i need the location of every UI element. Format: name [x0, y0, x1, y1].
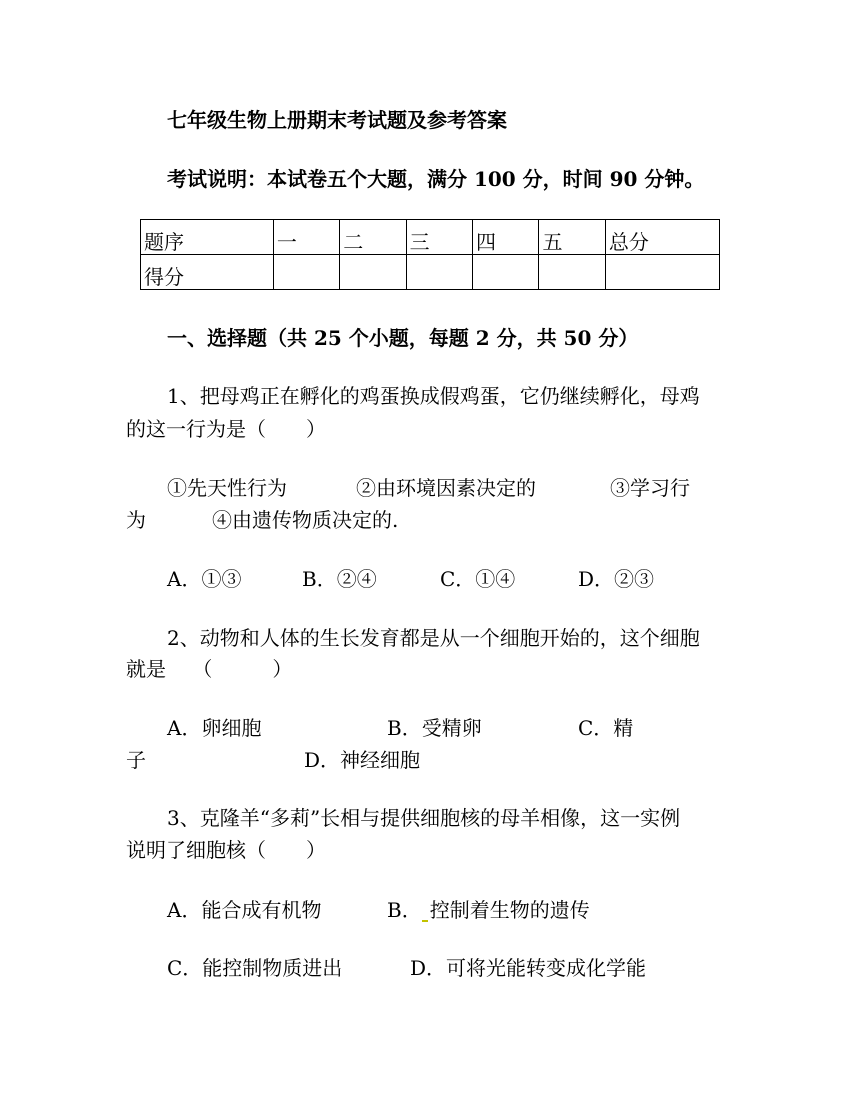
- score-table-score-row: [141, 255, 720, 290]
- question-3-stem-cont: 说明了细胞核（ ）: [126, 838, 326, 862]
- question-2-stem: 2、动物和人体的生长发育都是从一个细胞开始的，这个细胞: [167, 626, 700, 650]
- option-c: C．①④: [440, 567, 516, 591]
- option-d: D．②③: [578, 567, 655, 591]
- question-1-stem-cont: 的这一行为是（ ）: [126, 417, 326, 441]
- score-cell: [539, 255, 605, 290]
- statement: ④由遗传物质决定的.: [212, 508, 399, 532]
- option-a: A．①③: [167, 567, 242, 591]
- header-cell: 一: [273, 220, 339, 255]
- section-heading: 一、选择题（共 25 个小题，每题 2 分，共 50 分）: [167, 326, 639, 350]
- question-3-stem: 3、克隆羊“多莉”长相与提供细胞核的母羊相像，这一实例: [167, 806, 681, 830]
- statement: ②由环境因素决定的: [356, 476, 536, 500]
- statement-cont: 为: [126, 508, 146, 532]
- option-b: [387, 898, 590, 922]
- question-2-stem-cont: 就是 （ ）: [126, 657, 293, 681]
- option-c: C．精: [578, 716, 634, 740]
- header-cell: 三: [406, 220, 472, 255]
- header-cell: 题序: [141, 220, 274, 255]
- option-b: B．②④: [302, 567, 377, 591]
- statement: ①先天性行为: [167, 476, 287, 500]
- option-b-text: 控制着生物的遗传: [429, 898, 590, 922]
- option-c: C．能控制物质进出: [167, 956, 343, 980]
- score-cell: [473, 255, 539, 290]
- score-cell: [406, 255, 472, 290]
- header-cell: 四: [473, 220, 539, 255]
- document-title: 七年级生物上册期末考试题及参考答案: [167, 108, 507, 132]
- score-cell: [605, 255, 719, 290]
- option-b: B．受精卵: [387, 716, 482, 740]
- header-cell: 总分: [605, 220, 719, 255]
- score-row-label: 得分: [141, 255, 274, 290]
- option-d: D．神经细胞: [304, 748, 421, 772]
- option-d: D．可将光能转变成化学能: [410, 956, 647, 980]
- exam-instructions: 考试说明：本试卷五个大题，满分 100 分，时间 90 分钟。: [167, 167, 705, 191]
- option-c-cont: 子: [126, 748, 146, 772]
- option-b-letter: B．: [387, 898, 422, 922]
- header-cell: 五: [539, 220, 605, 255]
- question-1-stem: 1、把母鸡正在孵化的鸡蛋换成假鸡蛋，它仍继续孵化，母鸡: [167, 384, 700, 408]
- option-a: A．能合成有机物: [167, 898, 322, 922]
- score-table: [140, 219, 720, 290]
- statement: ③学习行: [610, 476, 690, 500]
- score-table-header-row: [141, 220, 720, 255]
- option-a: A．卵细胞: [167, 716, 262, 740]
- header-cell: 二: [340, 220, 406, 255]
- edit-mark-icon: [422, 920, 428, 922]
- score-cell: [273, 255, 339, 290]
- score-cell: [340, 255, 406, 290]
